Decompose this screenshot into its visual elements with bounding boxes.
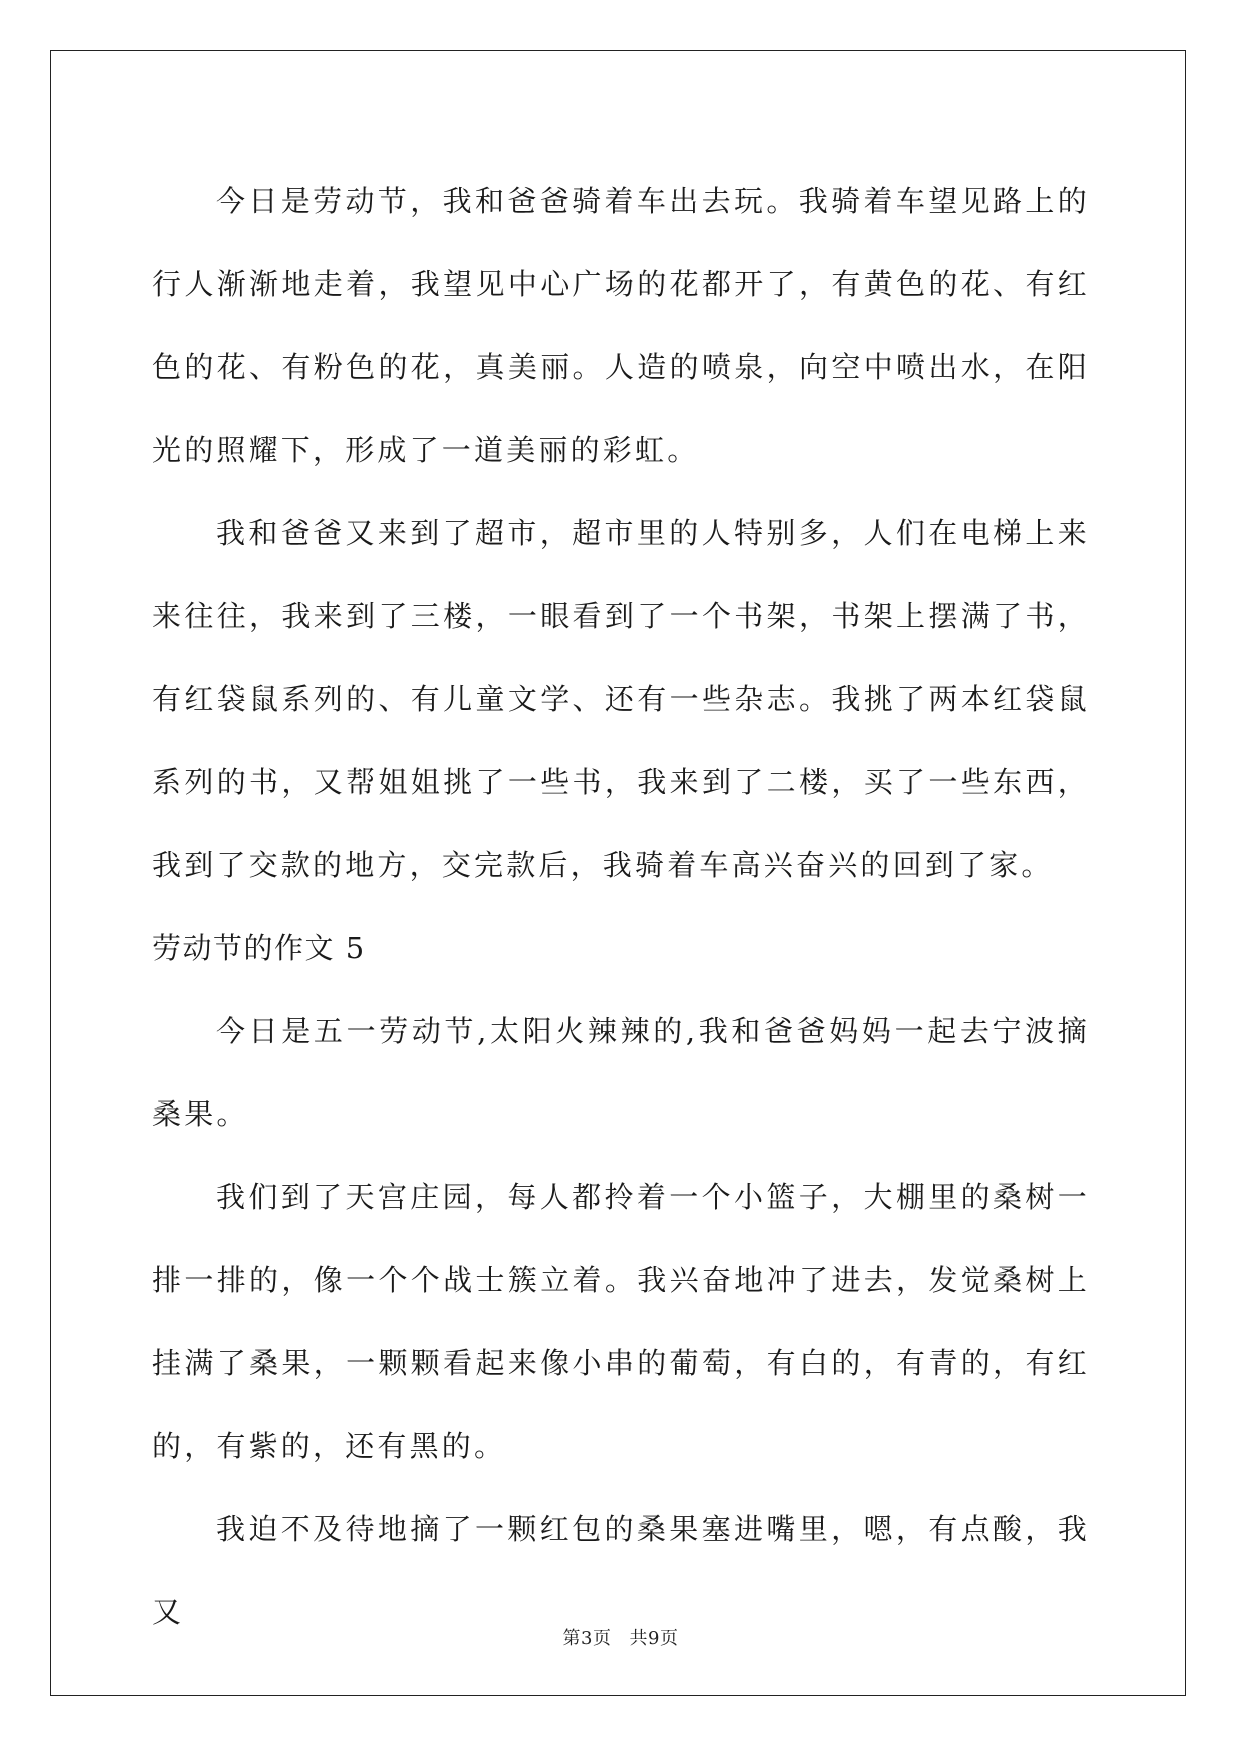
page-number: 第3页 [562,1628,612,1649]
paragraph: 我们到了天宫庄园，每人都拎着一个小篮子，大棚里的桑树一排一排的，像一个个战士簇立着。我兴奋地冲了进去，发觉桑树上挂满了桑果，一颗颗看起来像小串的葡萄，有白的，有青的，有红的，有紫的，还有黑的。 [152,1180,1090,1463]
page-total: 共9页 [629,1628,679,1649]
paragraph: 我和爸爸又来到了超市，超市里的人特别多，人们在电梯上来来往往，我来到了三楼，一眼看到了一个书架，书架上摆满了书，有红袋鼠系列的、有儿童文学、还有一些杂志。我挑了两本红袋鼠系列的书，又帮姐姐挑了一些书，我来到了二楼，买了一些东西，我到了交款的地方，交完款后，我骑着车高兴奋兴的回到了家。 [152,516,1090,882]
paragraph: 今日是劳动节，我和爸爸骑着车出去玩。我骑着车望见路上的行人渐渐地走着，我望见中心广场的花都开了，有黄色的花、有红色的花、有粉色的花，真美丽。人造的喷泉，向空中喷出水，在阳光的照耀下，形成了一道美丽的彩虹。 [152,184,1090,467]
document-body [152,160,1090,1654]
page-footer [0,1625,1241,1653]
section-heading: 劳动节的作文 5 [152,931,366,965]
paragraph: 今日是五一劳动节,太阳火辣辣的,我和爸爸妈妈一起去宁波摘桑果。 [152,1014,1090,1131]
paragraph: 我迫不及待地摘了一颗红包的桑果塞进嘴里，嗯，有点酸，我又 [152,1512,1090,1629]
